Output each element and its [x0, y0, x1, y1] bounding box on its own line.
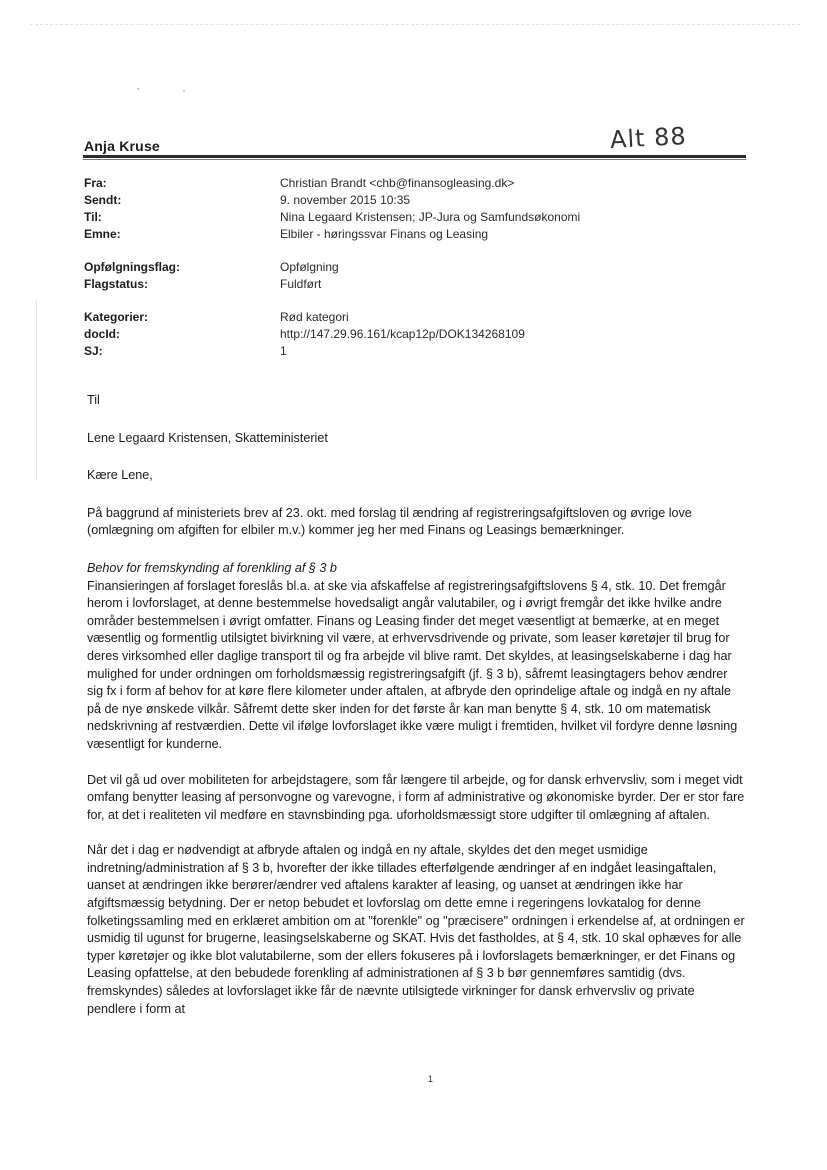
email-body — [87, 392, 747, 1018]
meta-value-to: Nina Legaard Kristensen; JP-Jura og Samfundsøkonomi — [280, 210, 581, 224]
meta-label: Sendt: — [84, 193, 122, 207]
meta-row-to — [84, 209, 744, 226]
meta-row-sj — [84, 343, 744, 360]
meta-row-categories — [84, 309, 744, 326]
spacer — [87, 540, 747, 560]
meta-row-flag-status — [84, 276, 744, 293]
spacer — [87, 824, 747, 842]
meta-row-docid — [84, 326, 744, 343]
meta-label: Emne: — [84, 227, 121, 241]
meta-value-followup-flag: Opfølgning — [280, 260, 339, 274]
meta-value-sj: 1 — [280, 344, 287, 358]
to-label: Til — [87, 393, 100, 407]
body-paragraph-1: Finansieringen af forslaget foreslås bl.a. at ske via afskaffelse af registreringsafgiftslovens § 4, stk. 10. Det fremgår herom i lovforslaget, at denne bestemmelse hovedsaligt angår valutabiler, og i øvrigt fremgår det ikke hvilke andre områder bestemmelsen i øvrigt omfatter. Finans og Leasing finder det meget væsentligt at bemærke, at en meget væsentlig og formentlig utilsigtet bivirkning vil være, at erhvervsdrivende og private, som leaser køretøjer til brug for deres virksomhed eller daglige transport til og fra arbejde vil blive ramt. Det skyldes, at leasingselskaberne i dag har mulighed for under ordningen om forholdsmæssig registreringsafgift (jf. § 3 b), såfremt leasingtagers behov ændrer sig fx i form af behov for at køre flere kilometer under aftalen, at afbryde den oprindelige aftale og indgå en ny aftale på de nye ønskede vilkår. Såfremt dette sker inden for det første år kan man benytte § 4, stk. 10 om matematisk nedskrivning af restværdien. Dette vil ifølge lovforslaget ikke være muligt i fremtiden, hvilket vil fordyre denne løsning væsentligt for kunderne. — [87, 578, 738, 751]
meta-spacer — [84, 293, 744, 309]
meta-label: Opfølgningsflag: — [84, 260, 180, 274]
greeting: Kære Lene, — [87, 468, 153, 483]
spacer — [87, 447, 747, 467]
meta-row-subject — [84, 226, 744, 243]
meta-label: Flagstatus: — [84, 277, 149, 291]
meta-label: Fra: — [84, 176, 107, 190]
scan-speck — [137, 88, 139, 90]
spacer — [87, 410, 747, 430]
meta-row-from — [84, 175, 744, 192]
intro-paragraph: På baggrund af ministeriets brev af 23. okt. med forslag til ændring af registreringsafgiftsloven og øvrige love (omlægning om afgiften for elbiler m.v.) kommer jeg her med Finans og Leasings bemærkninger. — [87, 505, 692, 538]
meta-label: Kategorier: — [84, 310, 149, 324]
scan-artifact-line — [30, 24, 800, 25]
header-rule — [83, 155, 746, 158]
meta-value-categories: Rød kategori — [280, 310, 349, 324]
email-metadata — [84, 175, 744, 360]
body-paragraph-3: Når det i dag er nødvendigt at afbryde aftalen og indgå en ny aftale, skyldes det den meget usmidige indretning/administration af § 3 b, hvorefter der ikke tillades efterfølgende ændringer af en indgået leasingaftalen, uanset at ændringen ikke berører/ændrer ved aftalens karakter af leasing, og uanset at ændringen ikke har afgiftsmæssig betydning. Der er netop bebudet et lovforslag om dette emne i regeringens lovkatalog for denne folketingssamling med en erklæret ambition om at "forenkle" og "præcisere" ordningen i erkendelse af, at ordningen er usmidig til ugunst for brugerne, leasingselskaberne og SKAT. Hvis det fastholdes, at § 4, stk. 10 skal ophæves for alle typer køretøjer og ikke blot valutabilerne, som der ellers fokuseres på i lovforslagets bemærkninger, er det Finans og Leasing opfattelse, at den bebudede forenkling af administrationen af § 3 b bør gennemføres samtidig (dvs. fremskyndes) således at lovforslaget ikke får de nævnte utilsigtede virkninger for dansk erhvervsliv og private pendlere i form at — [87, 843, 745, 1016]
meta-value-flag-status: Fuldført — [280, 277, 322, 291]
meta-value-subject: Elbiler - høringssvar Finans og Leasing — [280, 227, 489, 241]
scan-speck — [183, 90, 185, 92]
meta-spacer — [84, 243, 744, 259]
header-rule-thin — [83, 159, 746, 160]
sender-name-heading: Anja Kruse — [84, 138, 160, 154]
spacer — [87, 485, 747, 505]
handwritten-stamp: Alt 88 — [609, 122, 688, 154]
meta-value-from: Christian Brandt <chb@finansogleasing.dk> — [280, 176, 515, 190]
body-paragraph-2: Det vil gå ud over mobiliteten for arbejdstagere, som får længere til arbejde, og for dansk erhvervsliv, som i meget vidt omfang benytter leasing af personvogne og varevogne, i form af administrative og økonomiske byrder. Der er stor fare for, at det i realiteten vil medføre en stavnsbinding pga. uforholdsmæssigt store udgifter til omlægning af aftalen. — [87, 772, 745, 822]
spacer — [87, 754, 747, 772]
meta-row-followup-flag — [84, 259, 744, 276]
page-number: 1 — [428, 1074, 434, 1084]
meta-value-docid: http://147.29.96.161/kcap12p/DOK134268109 — [280, 327, 525, 341]
meta-label: SJ: — [84, 344, 103, 358]
meta-label: Til: — [84, 210, 102, 224]
meta-row-sent — [84, 192, 744, 209]
section-heading: Behov for fremskynding af forenkling af § 3 b — [87, 560, 337, 575]
meta-value-sent: 9. november 2015 10:35 — [280, 193, 411, 207]
scan-margin-dots — [36, 300, 38, 480]
recipient-line: Lene Legaard Kristensen, Skatteministeriet — [87, 430, 328, 445]
meta-label: docId: — [84, 327, 120, 341]
